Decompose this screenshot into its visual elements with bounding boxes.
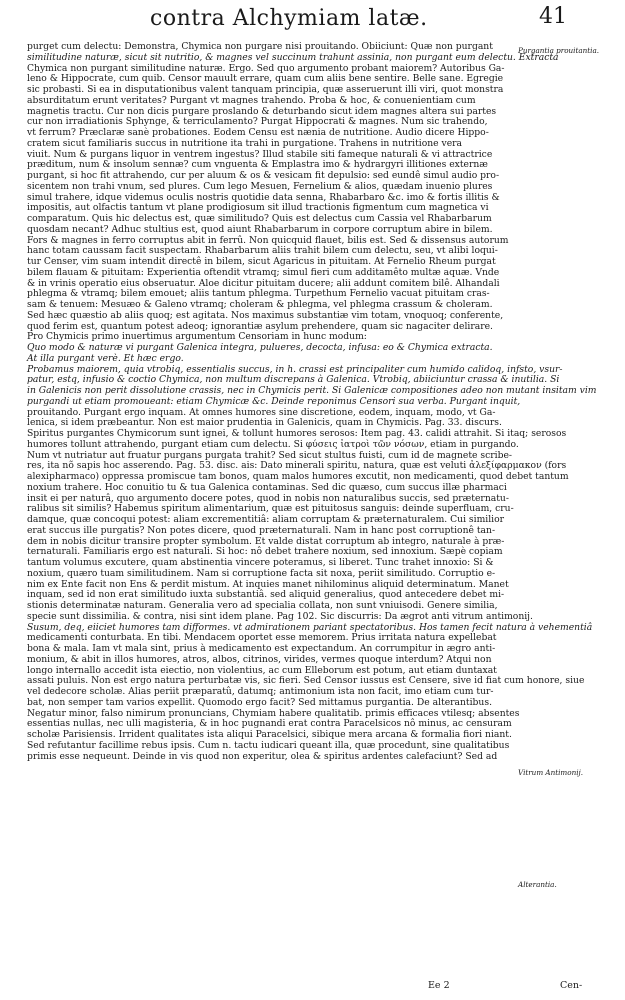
text-line: comparatum. Quis hic delectus est, quæ similitudo? Quis est delectus cum Cassia vel Rhabarbarum bbox=[27, 213, 492, 224]
text-line: medicamenti conturbata. En tibi. Mendacem oportet esse memorem. Prius irritata natura expellebat bbox=[27, 632, 497, 644]
text-line: bat, non semper tam varios expellit. Quomodo ergo facit? Sed mittamus purgantia. De alterantibus. bbox=[27, 696, 492, 708]
text-line: Susum, deq, eiiciet humores tam difformes. vt admirationem pariant spectatoribus. Hos tamen fecit natura à vehementiâ bbox=[27, 621, 593, 633]
text-line: scholæ Parisiensis. Irrident qualitates ista aliqui Paracelsici, sibique mera arcana & formalia fiori niant. bbox=[27, 729, 512, 740]
text-line: purget cum delectu: Demonstra, Chymica non purgare nisi prouitando. Obiiciunt: Quæ non purgant bbox=[27, 41, 493, 52]
text-line: prouitando. Purgant ergo inquam. At omnes humores sine discretione, eodem, inquam, modo, vt Ga- bbox=[27, 406, 496, 418]
text-line: ternaturali. Familiaris ergo est naturali. Si hoc: nô debet trahere noxium, sed innoxium. Sæpè copiam bbox=[27, 546, 503, 558]
text-line: & in vrinis operatio eius obseruatur. Aloe dicitur pituitam ducere; alii addunt comitem bilê. Alhandali bbox=[27, 277, 500, 289]
text-line: hanc totam caussam facit suspectam. Rhabarbarum aliis trahit bilem cum delectu, seu, vt alibi loqui- bbox=[27, 245, 498, 257]
text-line: quod ferim est, quantum potest adeoq; ignorantiæ asylum prehendere, quam sic nagaciter delirare. bbox=[27, 320, 493, 332]
text-line: At illa purgant verè. Et hæc ergo. bbox=[27, 352, 184, 364]
text-line: essentias nullas, nec ulli magisteria, & in hoc pugnandi erat contra Paracelsicos nô minus, ac censuram bbox=[27, 718, 512, 730]
text-line: Fors & magnes in ferro corruptus abit in ferrû. Non quicquid flauet, bilis est. Sed & dissensus autorum bbox=[27, 234, 509, 246]
text-line: vel dedecore scholæ. Alias periit præparatû, datumq; antimonium ista non facit, imo etiam cum tur- bbox=[27, 686, 494, 697]
text-line: bilem flauam & pituitam: Experientia oftendit vtramq; simul fieri cum additamêto multæ aquæ. Vnde bbox=[27, 266, 500, 278]
text-line: inquam, sed id non erat similitudo iuxta substantiâ. sed aliquid generalius, quod antecedere debet mi- bbox=[27, 589, 505, 601]
text-line: primis esse nequeunt. Deinde in vis quod non experitur, olea & spiritus ardentes calefaciunt? Sed ad bbox=[27, 750, 498, 762]
text-line: viuit. Num & purgans liquor in ventrem ingestus? Illud stabile siti fameque naturali & vi attractrice bbox=[27, 148, 493, 160]
text-line: præditum, num & insolum sennæ? cum vnguenta & Emplastra imo & hydrargyri illitiones externæ bbox=[27, 159, 488, 171]
text-line: specie sunt dissimilia. & contra, nisi sint idem plane. Pag 102. Sic discurris: Da ægrot anti vitrum antimonij. bbox=[27, 610, 533, 622]
text-line: magnetis tractu. Cur non dicis purgare proslando & deturbando sicut idem magnes altera sui partes bbox=[27, 105, 497, 117]
text-line: lenica, si idem præbeantur. Non est maior prudentia in Galenicis, quam in Chymicis. Pag. 33. discurs. bbox=[27, 417, 502, 429]
text-line: Quo modo & naturæ vi purgant Galenica integra, pulueres, decocta, infusa: eo & Chymica extracta. bbox=[27, 342, 493, 353]
margin-note-alterantia: Alterantia. bbox=[518, 880, 557, 889]
text-line: quosdam necant? Adhuc stultius est, quod aiunt Rhabarbarum in corpore corruptum abire in bilem. bbox=[27, 223, 493, 235]
text-line: similitudine naturæ, sicut sit nutritio, & magnes vel succinum trahunt assinia, non purgant eum delectu. Extracta bbox=[27, 51, 559, 63]
text-line: phlegma & vtramq; bilem emouet; aliis tantum phlegma. Turpethum Fernelio vacuat pituitam cras- bbox=[27, 288, 490, 300]
text-line: noxium, quæro tuam similitudinem. Nam si corruptione facta sit noxa, periit similitudo. Corruptio e- bbox=[27, 567, 496, 579]
text-line: sam & tenuem: Mesuæo & Galeno vtramq; choleram & phlegma, vel phlegma crassum & choleram. bbox=[27, 299, 493, 310]
catchword: Cen- bbox=[560, 980, 583, 991]
text-line: patur, estq, infusio & coctio Chymica, non multum discrepans à Galenica. Vtrobiq, abiiciuntur crassa & inutilia. Si bbox=[27, 374, 560, 386]
text-line: Chymica non purgant similitudine naturæ. Ergo. Sed quo argumento probant maiorem? Autoribus Ga- bbox=[27, 62, 505, 74]
page-number: 41 bbox=[539, 4, 567, 29]
text-line: Sed refutantur facillime rebus ipsis. Cum n. tactu iudicari queant illa, quæ procedunt, sine qualitatibus bbox=[27, 739, 510, 751]
text-line: purgandi ut etiam promoueant: etiam Chymicæ &c. Deinde reponimus Censori sua verba. Purgant inquit, bbox=[27, 395, 521, 407]
text-line: dem in nobis dicitur transire propter symbolum. Et valde distat corruptum ab integro, naturale à præ- bbox=[27, 535, 505, 547]
text-line: Negatur minor, falso nimirum pronuncians, Chymiam habere qualitatib. primis efficaces vtilesq; absentes bbox=[27, 707, 520, 719]
text-line: res, ita nõ sapis hoc asserendo. Pag. 53. disc. ais: Dato minerali spiritu, natura, quæ est veluti ἀλεξίφαρμακον (fors bbox=[27, 460, 567, 472]
text-line: Sed hæc quæstio ab aliis quoq; est agitata. Nos maximus substantiæ vim totam, vnoquoq; conferente, bbox=[27, 309, 504, 321]
text-line: tur Censer, vim suam intendit directê in bilem, sicut Agaricus in pituitam. At Fernelio Rheum purgat bbox=[27, 256, 496, 267]
text-line: damque, quæ concoqui potest: aliam excrementitiâ: aliam corruptam & præternaturalem. Cui similior bbox=[27, 514, 505, 525]
text-line: cratem sicut familiaris succus in nutritione ita trahi in purgatione. Trahens in nutritione vera bbox=[27, 137, 463, 149]
text-line: humores tollunt attrahendo, purgant etiam cum delectu. Si φύσεις ἰατροὶ τῶν νόσων, etiam in purgando. bbox=[27, 438, 519, 450]
text-line: ralibus sit similis? Habemus spiritum alimentarium, quæ est pituitosus sanguis: deinde superfluam, cru- bbox=[27, 503, 514, 515]
text-line: nim ex Ente facit non Ens & perdit mistum. At inquies manet nihilominus aliquid determinatum. Manet bbox=[27, 578, 509, 590]
text-line: erat succus ille purgatis? Non potes dicere, quod præternaturali. Nam in hanc post corruptionê tan- bbox=[27, 524, 496, 536]
text-line: sic probasti. Si ea in disputationibus valent tanquam principia, quæ asseruerunt illi viri, quot monstra bbox=[27, 84, 504, 95]
text-line: impositis, aut olfactis tantum vt plane prodigiosum sit illud tractionis figmentum cum magnetica vi bbox=[27, 202, 489, 214]
text-line: Spiritus purgantes Chymicorum sunt ignei, & tollunt humores serosos: Item pag. 43. calidi attrahit. Si itaq; serosos bbox=[27, 428, 567, 439]
text-line: bona & mala. Iam vt mala sint, prius à medicamento est expectandum. An corrumpitur in ægro anti- bbox=[27, 643, 496, 654]
text-line: monium, & abit in illos humores, atros, albos, citrinos, virides, vermes quoque interdum? Atqui non bbox=[27, 653, 492, 665]
running-head: contra Alchymiam latæ. bbox=[150, 6, 428, 31]
text-line: sicentem non trahi vnum, sed plures. Cum lego Mesuen, Fernelium & alios, quædam inuenio plures bbox=[27, 180, 493, 192]
text-line: vt ferrum? Præclaræ sanè probationes. Eodem Censu est nænia de nutritione. Audio dicere Hippo- bbox=[27, 127, 489, 138]
text-line: Pro Chymicis primo inuertimus argumentum Censoriam in hunc modum: bbox=[27, 331, 367, 343]
text-line: stionis determinatæ naturam. Generalia vero ad specialia collata, non sunt vniuisodi. Genere similia, bbox=[27, 600, 498, 611]
text-line: assati puluis. Non est ergo natura perturbatæ vis, sic fieri. Sed Censor iussus est Censere, sive id fiat cum honore, siue bbox=[27, 675, 585, 687]
text-line: noxium trahere. Hoc conuitio tu & tua Galenica contaminas. Sed dic quæso, cum succus illæ pharmaci bbox=[27, 481, 507, 493]
text-line: longo internallo accedit ista eiectio, non violentius, ac cum Elleborum est potum, aut etiam duntaxat bbox=[27, 664, 497, 676]
text-line: tantum volumus excutere, quam abstinentia vincere poteramus, si liberet. Tunc trahet innoxio: Si & bbox=[27, 557, 494, 568]
text-line: in Galenicis non perit dissolutione crassis, nec in Chymicis perit. Si Galenicæ compositiones adeo non mutant insitam vim bbox=[27, 385, 597, 396]
text-line: purgant, si hoc fit attrahendo, cur per aluum & os & vesicam fit depulsio: sed eundê simul audio pro- bbox=[27, 170, 500, 181]
text-line: leno & Hippocrate, cum quib. Censor mauult errare, quam cum aliis bene sentire. Belle sane. Egregie bbox=[27, 73, 504, 85]
text-line: cur non irradiationis Sphynge, & terriculamento? Purgat Hippocrati & magnes. Num sic trahendo, bbox=[27, 116, 488, 128]
text-line: absurditatum erunt veritates? Purgant vt magnes trahendo. Proba & hoc, & conuenientiam cum bbox=[27, 94, 476, 106]
text-line: Probamus maiorem, quia vtrobiq, essentialis succus, in h. crassi est principaliter cum humido calidoq, infsto, vsur- bbox=[27, 363, 563, 375]
text-line: simul trahere, idque videmus oculis nostris quotidie data senna, Rhabarbaro &c. imo & fortis illitis & bbox=[27, 191, 500, 203]
margin-note-purgantia: Purgantia prouitantia. bbox=[518, 46, 600, 55]
signature-mark: Ee 2 bbox=[428, 980, 450, 991]
margin-note-vitrum: Vitrum Antimonij. bbox=[518, 768, 584, 777]
text-line: alexipharmaco) oppressa promiscue tam bonos, quam malos humores excutit, non medicamenti, quod debet tantum bbox=[27, 471, 569, 482]
text-line: insit ei per naturâ, quo argumento docere potes, quod in nobis non naturalibus succis, sed præternatu- bbox=[27, 492, 509, 504]
text-line: Num vt nutriatur aut fruatur purgans purgata trahit? Sed sicut stultus fuisti, cum id de magnete scribe- bbox=[27, 449, 513, 461]
